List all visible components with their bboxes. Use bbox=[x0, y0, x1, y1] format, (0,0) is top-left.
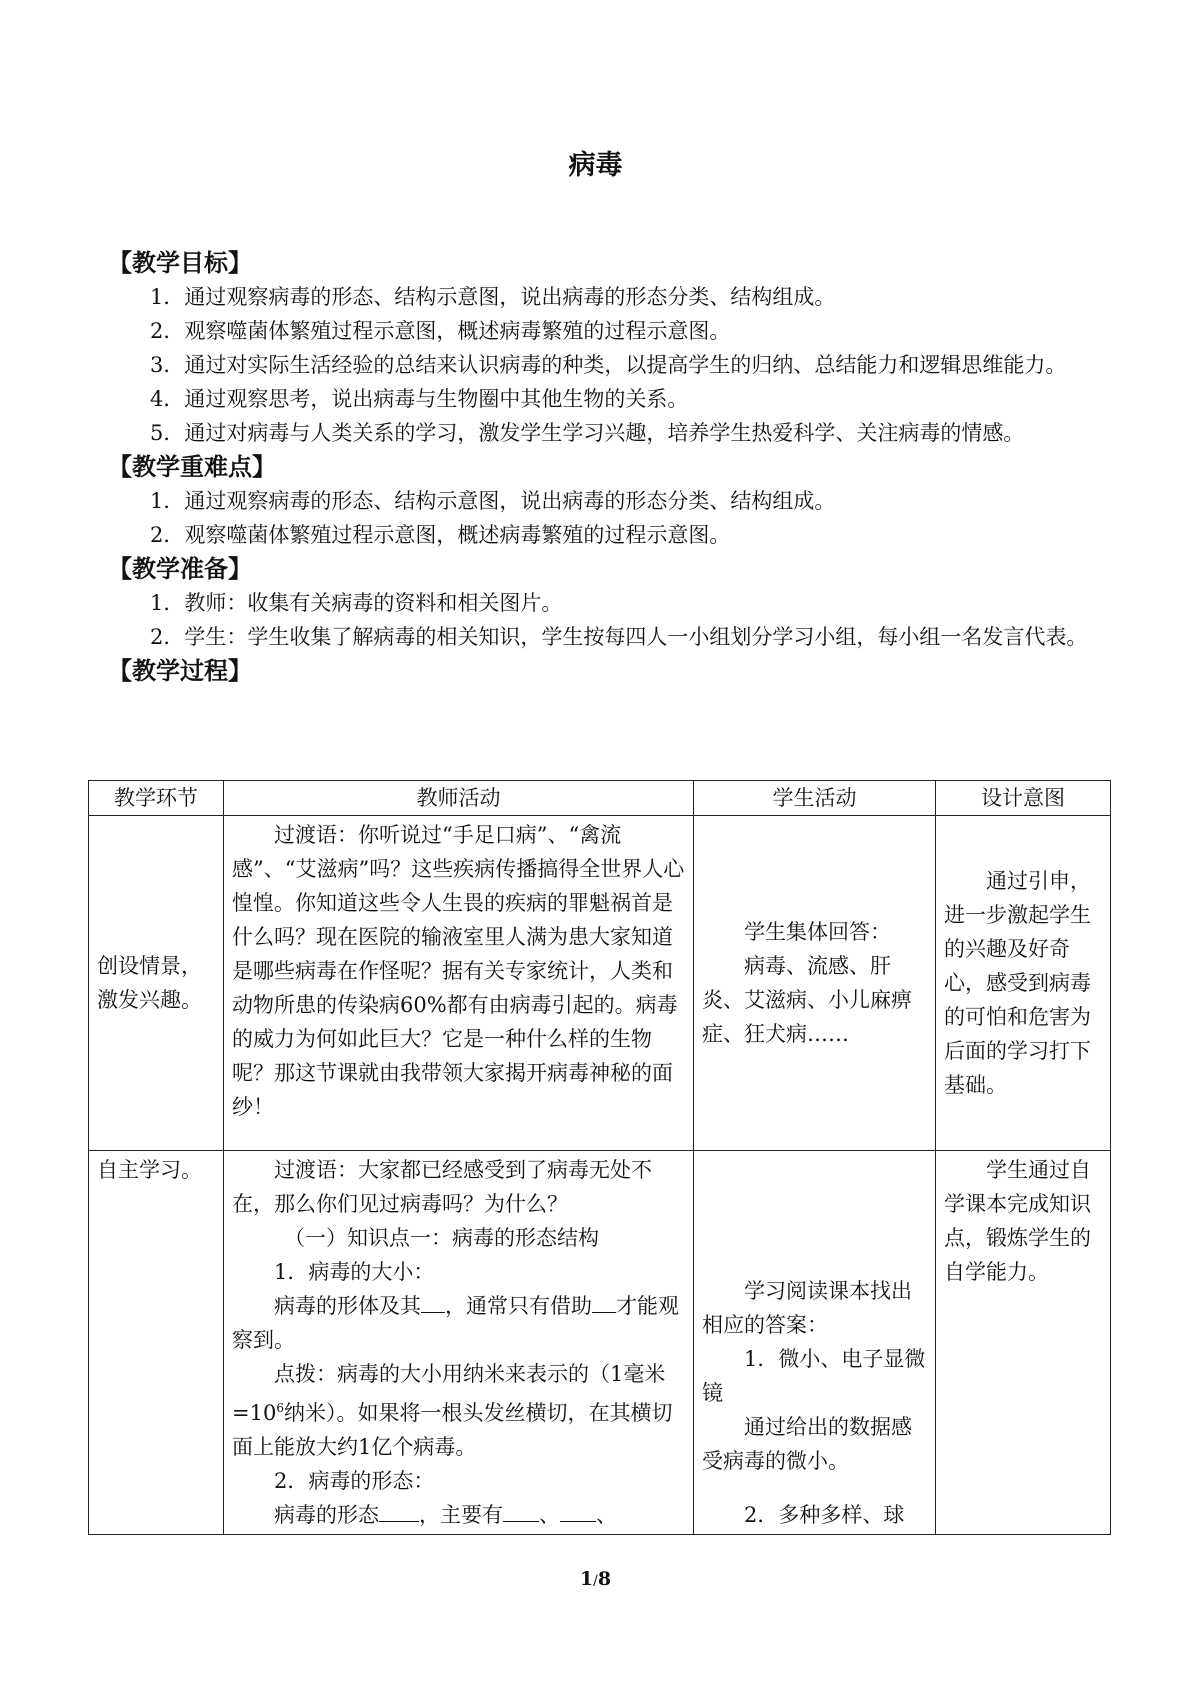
student-activity-cell bbox=[694, 816, 936, 1151]
student-activity-text: 学习阅读课本找出相应的答案： bbox=[702, 1279, 912, 1337]
fill-in-blank bbox=[560, 1500, 596, 1522]
text-fragment: 纳米）。如果将一根头发丝横切，在其横切面上能放大约1亿个病毒。 bbox=[232, 1401, 673, 1459]
column-header: 教学环节 bbox=[89, 781, 224, 816]
section-heading-preparation: 【教学准备】 bbox=[108, 555, 252, 583]
key-point-item: 2．观察噬菌体繁殖过程示意图，概述病毒繁殖的过程示意图。 bbox=[150, 523, 731, 547]
table-header-row bbox=[89, 781, 1111, 816]
column-header: 学生活动 bbox=[694, 781, 936, 816]
section-heading-key-points: 【教学重难点】 bbox=[108, 453, 276, 481]
design-purpose-text: 学生通过自学课本完成知识点，锻炼学生的自学能力。 bbox=[944, 1158, 1091, 1284]
key-point-item: 1．通过观察病毒的形态、结构示意图，说出病毒的形态分类、结构组成。 bbox=[150, 489, 836, 513]
column-header: 设计意图 bbox=[936, 781, 1111, 816]
goal-item: 2．观察噬菌体繁殖过程示意图，概述病毒繁殖的过程示意图。 bbox=[150, 319, 731, 343]
teacher-activity-text: （一）知识点一：病毒的形态结构 bbox=[284, 1226, 599, 1250]
table-row bbox=[89, 816, 1111, 1151]
text-fragment: 病毒的形体及其 bbox=[274, 1294, 421, 1318]
design-purpose-text: 通过引申，进一步激起学生的兴趣及好奇心，感受到病毒的可怕和危害为后面的学习打下基础。 bbox=[944, 869, 1091, 1097]
current-page: 1 bbox=[579, 1568, 594, 1590]
table-row bbox=[89, 1151, 1111, 1535]
stage-cell: 创设情景，激发兴趣。 bbox=[89, 816, 224, 1151]
preparation-item: 2．学生：学生收集了解病毒的相关知识，学生按每四人一小组划分学习小组，每小组一名发言代表。 bbox=[150, 625, 1088, 649]
student-activity-text: 通过给出的数据感受病毒的微小。 bbox=[702, 1415, 912, 1473]
teacher-activity-cell bbox=[224, 1151, 694, 1535]
page-number bbox=[0, 1568, 1191, 1590]
teacher-activity-text: 2．病毒的形态： bbox=[274, 1469, 435, 1493]
design-purpose-cell bbox=[936, 816, 1111, 1151]
teacher-activity-text: 过渡语：大家都已经感受到了病毒无处不在，那么你们见过病毒吗？为什么？ bbox=[232, 1158, 652, 1216]
preparation-item: 1．教师：收集有关病毒的资料和相关图片。 bbox=[150, 591, 563, 615]
teacher-activity-text bbox=[232, 1498, 685, 1532]
student-activity-text: 1．微小、电子显微镜 bbox=[702, 1347, 926, 1405]
text-fragment: 、 bbox=[539, 1503, 560, 1527]
page-title: 病毒 bbox=[568, 150, 623, 181]
teacher-activity-cell bbox=[224, 816, 694, 1151]
content-body bbox=[108, 246, 1088, 688]
stage-cell: 自主学习。 bbox=[89, 1151, 224, 1535]
total-pages: 8 bbox=[597, 1568, 612, 1590]
page-separator: / bbox=[593, 1573, 598, 1589]
teacher-activity-text bbox=[232, 1357, 685, 1464]
fill-in-blank bbox=[592, 1291, 616, 1313]
text-fragment: 、 bbox=[596, 1503, 617, 1527]
text-fragment: ，通常只有借助 bbox=[445, 1294, 592, 1318]
superscript: 6 bbox=[276, 1401, 284, 1415]
text-fragment: 病毒的形态 bbox=[274, 1503, 379, 1527]
fill-in-blank bbox=[379, 1500, 419, 1522]
text-fragment: 点拨：病毒的大小用纳米来表示的（1毫米=10 bbox=[232, 1362, 666, 1425]
teacher-activity-text: 1．病毒的大小： bbox=[274, 1260, 435, 1284]
teacher-activity-text: 过渡语：你听说过“手足口病”、“禽流感”、“艾滋病”吗？这些疾病传播搞得全世界人心惶惶。你知道这些令人生畏的疾病的罪魁祸首是什么吗？现在医院的输液室里人满为患大家知道是哪些病毒在作怪呢？据有关专家统计，人类和动物所患的传染病60%都有由病毒引起的。病毒的威力为何如此巨大？它是一种什么样的生物呢？那这节课就由我带领大家揭开病毒神秘的面纱！ bbox=[232, 823, 685, 1119]
student-activity-cell bbox=[694, 1151, 936, 1535]
goal-item: 1．通过观察病毒的形态、结构示意图，说出病毒的形态分类、结构组成。 bbox=[150, 285, 836, 309]
goal-item: 3．通过对实际生活经验的总结来认识病毒的种类，以提高学生的归纳、总结能力和逻辑思维能力。 bbox=[150, 353, 1067, 377]
goal-item: 5．通过对病毒与人类关系的学习，激发学生学习兴趣，培养学生热爱科学、关注病毒的情感。 bbox=[150, 421, 1025, 445]
process-table bbox=[88, 780, 1111, 1535]
fill-in-blank bbox=[421, 1291, 445, 1313]
section-heading-goals: 【教学目标】 bbox=[108, 249, 252, 277]
section-heading-process: 【教学过程】 bbox=[108, 657, 252, 685]
fill-in-blank bbox=[503, 1500, 539, 1522]
student-activity-text: 学生集体回答： bbox=[744, 920, 891, 944]
text-fragment: ，主要有 bbox=[419, 1503, 503, 1527]
student-activity-text bbox=[702, 1478, 927, 1498]
goal-item: 4．通过观察思考，说出病毒与生物圈中其他生物的关系。 bbox=[150, 387, 689, 411]
student-activity-text: 病毒、流感、肝炎、艾滋病、小儿麻痹症、狂犬病…… bbox=[702, 954, 912, 1046]
text-fragment: 才能观察到。 bbox=[232, 1294, 679, 1352]
column-header: 教师活动 bbox=[224, 781, 694, 816]
student-activity-text: 2．多种多样、球 bbox=[744, 1503, 905, 1527]
design-purpose-cell bbox=[936, 1151, 1111, 1535]
teacher-activity-text bbox=[232, 1289, 685, 1357]
